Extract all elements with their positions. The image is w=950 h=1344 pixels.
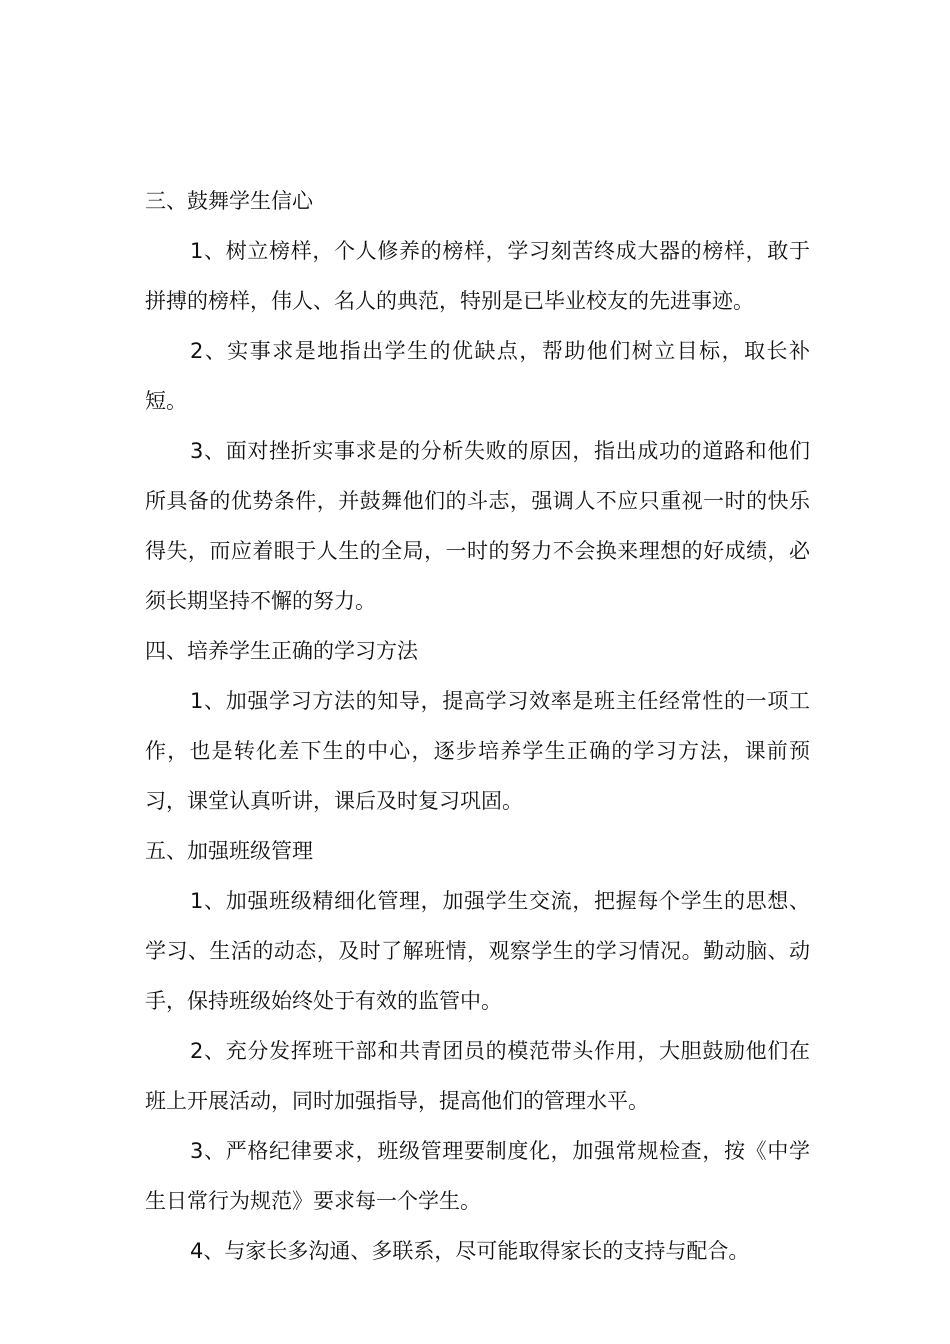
- section-heading: 三、鼓舞学生信心: [145, 189, 313, 213]
- paragraph: 2、实事求是地指出学生的优缺点，帮助他们树立目标，取长补短。: [145, 339, 810, 413]
- paragraph: 4、与家长多沟通、多联系，尽可能取得家长的支持与配合。: [190, 1239, 750, 1263]
- paragraph: 1、树立榜样，个人修养的榜样，学习刻苦终成大器的榜样，敢于拼搏的榜样，伟人、名人的典范，特别是已毕业校友的先进事迹。: [145, 239, 810, 313]
- paragraph: 2、充分发挥班干部和共青团员的模范带头作用，大胆鼓励他们在班上开展活动，同时加强指导，提高他们的管理水平。: [145, 1039, 810, 1113]
- paragraph: 1、加强班级精细化管理，加强学生交流，把握每个学生的思想、学习、生活的动态，及时了解班情，观察学生的学习情况。勤动脑、动手，保持班级始终处于有效的监管中。: [145, 889, 810, 1013]
- section-heading: 四、培养学生正确的学习方法: [145, 639, 418, 663]
- paragraph: 3、严格纪律要求，班级管理要制度化，加强常规检查，按《中学生日常行为规范》要求每一个学生。: [145, 1139, 810, 1213]
- paragraph: 3、面对挫折实事求是的分析失败的原因，指出成功的道路和他们所具备的优势条件，并鼓舞他们的斗志，强调人不应只重视一时的快乐得失，而应着眼于人生的全局，一时的努力不会换来理想的好成绩，必须长期坚持不懈的努力。: [145, 439, 810, 613]
- section-heading: 五、加强班级管理: [145, 839, 313, 863]
- paragraph: 1、加强学习方法的知导，提高学习效率是班主任经常性的一项工作，也是转化差下生的中心，逐步培养学生正确的学习方法，课前预习，课堂认真听讲，课后及时复习巩固。: [145, 689, 810, 813]
- document-body: [145, 176, 810, 1276]
